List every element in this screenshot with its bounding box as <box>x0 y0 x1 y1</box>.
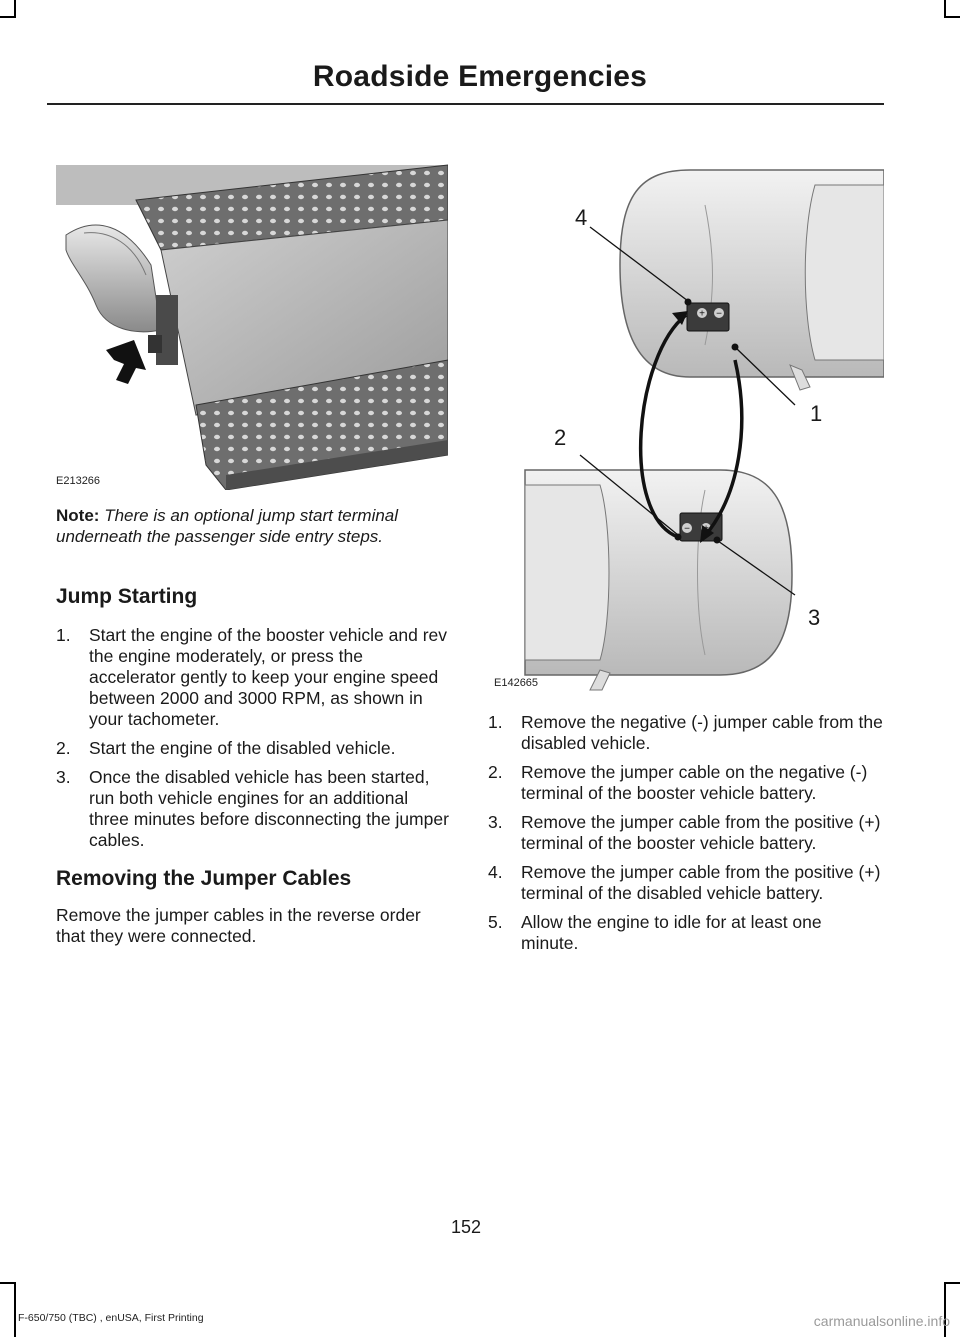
note-label: Note: <box>56 506 100 525</box>
cable-removal-steps <box>488 712 883 962</box>
crop-mark-top-left <box>0 16 16 18</box>
callout-3: 3 <box>808 605 821 630</box>
page-title: Roadside Emergencies <box>312 60 648 93</box>
figure-code: E142665 <box>494 677 539 689</box>
step-text: Allow the engine to idle for at least one minute. <box>521 912 822 953</box>
step-number: 1. <box>56 625 71 645</box>
step-number: 2. <box>56 738 71 758</box>
arrow-pointer-icon <box>106 340 148 384</box>
step-text: Remove the jumper cable on the negative (-) terminal of the booster vehicle battery. <box>521 762 868 803</box>
step-text: Start the engine of the booster vehicle and rev the engine moderately, or press the accelerator gently to keep your engine speed between 2000 and 3000 RPM, as shown in your tachometer. <box>89 625 448 729</box>
negative-terminal-symbol: − <box>716 308 722 320</box>
callout-4: 4 <box>575 205 588 230</box>
callout-2: 2 <box>554 425 567 450</box>
crop-mark-bottom-right <box>944 1282 960 1284</box>
positive-terminal-symbol: + <box>699 308 705 320</box>
header-divider <box>47 103 884 105</box>
step-text: Remove the jumper cable from the positive (+) terminal of the booster vehicle battery. <box>521 812 881 853</box>
step-text: Remove the negative (-) jumper cable from the disabled vehicle. <box>521 712 883 753</box>
section-heading-jump-starting: Jump Starting <box>56 585 198 608</box>
list-item <box>56 625 451 730</box>
step-number: 3. <box>56 767 71 787</box>
crop-mark-bottom-left <box>0 1282 16 1284</box>
list-item <box>488 862 883 904</box>
step-text: Remove the jumper cable from the positive (+) terminal of the disabled vehicle battery. <box>521 862 881 903</box>
step-text: Start the engine of the disabled vehicle. <box>89 738 396 758</box>
step-number: 4. <box>488 862 503 882</box>
list-item <box>488 712 883 754</box>
list-item <box>56 767 451 851</box>
negative-terminal-symbol: − <box>684 523 690 535</box>
entry-steps-figure <box>56 155 448 490</box>
crop-mark-bottom-left <box>14 1282 16 1337</box>
step-number: 2. <box>488 762 503 782</box>
step-text: Once the disabled vehicle has been started, run both vehicle engines for an additional three minutes before disconnecting the jumper cables. <box>89 767 449 850</box>
removing-cables-text: Remove the jumper cables in the reverse order that they were connected. <box>56 905 421 946</box>
figure-code: E213266 <box>56 475 101 487</box>
step-number: 5. <box>488 912 503 932</box>
jumper-cable-diagram <box>490 165 884 692</box>
list-item <box>488 912 883 954</box>
page-number: 152 <box>450 1217 482 1237</box>
note-paragraph <box>56 505 451 547</box>
list-item <box>488 762 883 804</box>
watermark-link[interactable]: carmanualsonline.info <box>813 1313 950 1329</box>
crop-mark-top-right <box>944 16 960 18</box>
step-number: 3. <box>488 812 503 832</box>
list-item <box>56 738 451 759</box>
list-item <box>488 812 883 854</box>
callout-1: 1 <box>810 401 823 426</box>
step-number: 1. <box>488 712 503 732</box>
note-text: There is an optional jump start terminal underneath the passenger side entry steps. <box>56 506 399 546</box>
jump-start-steps <box>56 625 451 859</box>
section-heading-removing-cables: Removing the Jumper Cables <box>56 867 352 890</box>
footer-edition: F-650/750 (TBC) , enUSA, First Printing <box>18 1312 204 1324</box>
